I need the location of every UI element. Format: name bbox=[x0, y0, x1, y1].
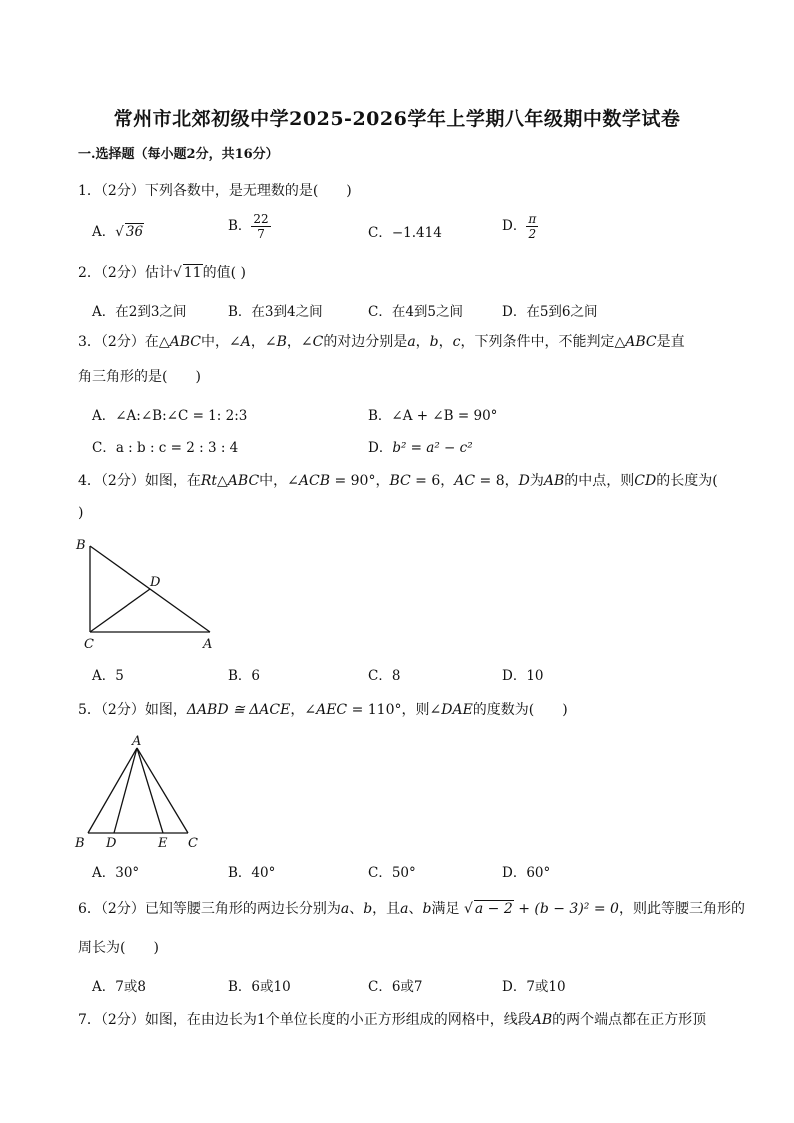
q6-option-a: A．7或8 bbox=[92, 979, 146, 995]
q4-label-d: D bbox=[150, 575, 161, 590]
q5-option-d: D．60° bbox=[502, 865, 551, 881]
q5-label-e: E bbox=[158, 836, 168, 851]
q4-option-b: B．6 bbox=[228, 668, 261, 684]
question-3-line-1: 3．（2分）在△ABC中，∠A，∠B，∠C的对边分别是a，b，c，下列条件中，不能判定△ABC是直 bbox=[78, 334, 685, 350]
q6-option-b: B．6或10 bbox=[228, 979, 291, 995]
q2-option-d: D．在5到6之间 bbox=[502, 304, 598, 320]
q5-segment-ad bbox=[114, 748, 137, 833]
q5-triangle-figure bbox=[70, 730, 210, 852]
question-5-stem: 5．（2分）如图，ΔABD ≅ ΔACE，∠AEC = 110°，则∠DAE的度数为( ) bbox=[78, 702, 568, 718]
question-6-line-1: 6．（2分）已知等腰三角形的两边长分别为a、b，且a、b满足 √ a − 2 + (b − 3)² = 0，则此等腰三角形的 bbox=[78, 901, 745, 917]
q5-label-c: C bbox=[188, 836, 198, 851]
q2-option-b: B．在3到4之间 bbox=[228, 304, 323, 320]
q2-option-c: C．在4到5之间 bbox=[368, 304, 464, 320]
q4-label-b: B bbox=[76, 538, 86, 553]
q4-label-c: C bbox=[84, 637, 94, 652]
question-2-stem: 2．（2分）估计√ 11的值( ) bbox=[78, 265, 246, 281]
question-6-line-2: 周长为( ) bbox=[78, 940, 159, 956]
question-4-line-2: ) bbox=[78, 505, 84, 521]
q1-option-c: C．−1.414 bbox=[368, 225, 442, 241]
q1-option-a: A．√ 36 bbox=[92, 224, 144, 240]
question-4-line-1: 4．（2分）如图，在Rt△ABC中，∠ACB = 90°，BC = 6，AC = 8，D为AB的中点，则CD的长度为( bbox=[78, 473, 718, 489]
q4-right-triangle-figure bbox=[70, 532, 230, 654]
q3-option-d: D．b² = a² − c² bbox=[368, 440, 473, 456]
q5-label-b: B bbox=[75, 836, 85, 851]
q5-label-a: A bbox=[132, 734, 142, 749]
q4-segment-cd bbox=[90, 589, 150, 632]
q1-option-d: D． $\frac{\pi}{2}$ bbox=[502, 212, 537, 241]
q5-label-d: D bbox=[106, 836, 117, 851]
q3-option-a: A．∠A:∠B:∠C = 1: 2:3 bbox=[92, 408, 248, 424]
q3-option-c: C．a : b : c = 2 : 3 : 4 bbox=[92, 440, 239, 456]
q3-option-b: B．∠A + ∠B = 90° bbox=[368, 408, 498, 424]
q5-option-a: A．30° bbox=[92, 865, 140, 881]
q6-option-c: C．6或7 bbox=[368, 979, 423, 995]
q2-option-a: A．在2到3之间 bbox=[92, 304, 187, 320]
q5-side-ab bbox=[88, 748, 137, 833]
q5-option-c: C．50° bbox=[368, 865, 416, 881]
page-title: 常州市北郊初级中学2025-2026学年上学期八年级期中数学试卷 bbox=[113, 108, 681, 130]
q5-side-ac bbox=[137, 748, 188, 833]
q4-option-a: A．5 bbox=[92, 668, 124, 684]
q6-option-d: D．7或10 bbox=[502, 979, 566, 995]
question-3-line-2: 角三角形的是( ) bbox=[78, 369, 201, 385]
question-7-stem: 7．（2分）如图，在由边长为1个单位长度的小正方形组成的网格中，线段AB的两个端点都在正方形顶 bbox=[78, 1012, 707, 1028]
section-heading: 一.选择题（每小题2分，共16分） bbox=[78, 147, 279, 162]
q5-option-b: B．40° bbox=[228, 865, 276, 881]
question-1-stem: 1．（2分）下列各数中，是无理数的是( ) bbox=[78, 183, 352, 199]
q4-label-a: A bbox=[203, 637, 213, 652]
q5-segment-ae bbox=[137, 748, 163, 833]
q1-option-b: B． $\frac{22}{7}$ bbox=[228, 212, 269, 241]
q4-option-d: D．10 bbox=[502, 668, 544, 684]
q4-option-c: C．8 bbox=[368, 668, 401, 684]
